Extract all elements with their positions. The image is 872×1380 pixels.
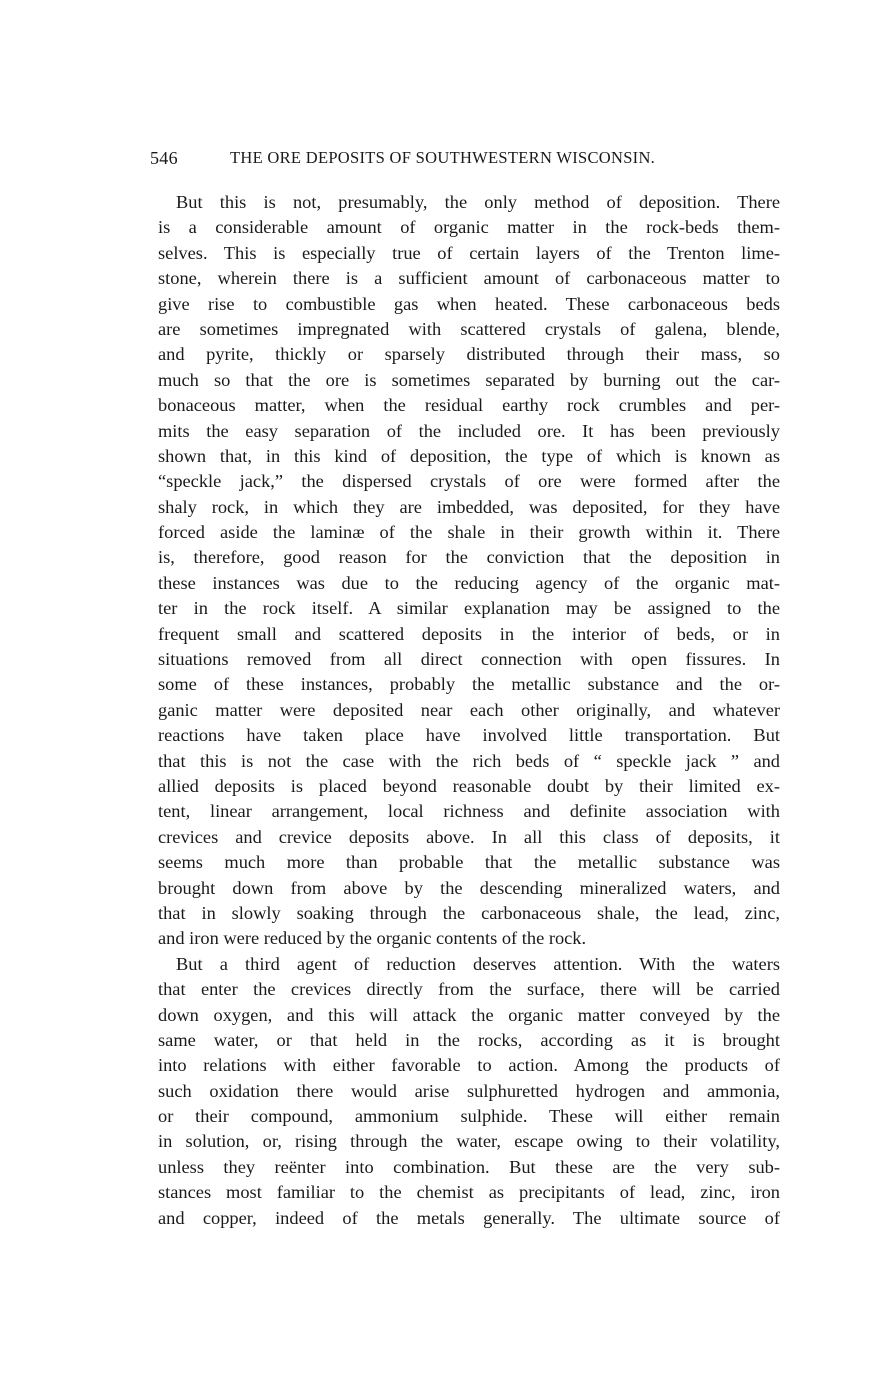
text-line: give rise to combustible gas when heated. These carbonaceous beds [158,293,780,314]
text-line: and copper, indeed of the metals generally. The ultimate source of [158,1207,780,1228]
text-line: or their compound, ammonium sulphide. These will either remain [158,1106,780,1127]
text-line: some of these instances, probably the metallic substance and the or- [158,674,780,695]
page-number: 546 [150,148,178,168]
text-line: “speckle jack,” the dispersed crystals of ore were formed after the [158,471,780,492]
text-line: into relations with either favorable to action. Among the products of [158,1055,780,1076]
paragraph [158,952,780,1231]
text-line: that this is not the case with the rich beds of “ speckle jack ” and [158,750,780,771]
text-line: But this is not, presumably, the only method of deposition. There [176,192,780,212]
text-line: shown that, in this kind of deposition, the type of which is known as [158,445,780,466]
text-line: ganic matter were deposited near each other originally, and whatever [158,699,780,720]
body-text [158,190,780,1231]
text-line: down oxygen, and this will attack the organic matter conveyed by the [158,1004,780,1025]
text-line: that enter the crevices directly from the surface, there will be carried [158,979,780,1000]
text-line: bonaceous matter, when the residual earthy rock crumbles and per- [158,395,780,416]
text-line: allied deposits is placed beyond reasonable doubt by their limited ex- [158,775,780,796]
text-line: selves. This is especially true of certain layers of the Trenton lime- [158,242,780,263]
text-line: frequent small and scattered deposits in the interior of beds, or in [158,623,780,644]
text-line: stances most familiar to the chemist as precipitants of lead, zinc, iron [158,1182,780,1203]
text-line: such oxidation there would arise sulphuretted hydrogen and ammonia, [158,1080,780,1101]
text-line: unless they reënter into combination. But these are the very sub- [158,1156,780,1177]
text-line: mits the easy separation of the included ore. It has been previously [158,420,780,441]
text-line: forced aside the laminæ of the shale in their growth within it. There [158,522,780,543]
text-line: are sometimes impregnated with scattered crystals of galena, blende, [158,318,780,339]
paragraph [158,190,780,952]
text-line: ter in the rock itself. A similar explanation may be assigned to the [158,598,780,619]
text-line: But a third agent of reduction deserves attention. With the waters [176,953,780,974]
text-line: brought down from above by the descending mineralized waters, and [158,877,780,898]
text-line: and pyrite, thickly or sparsely distributed through their mass, so [158,344,780,365]
text-line: seems much more than probable that the metallic substance was [158,852,780,873]
text-line: is a considerable amount of organic matter in the rock-beds them- [158,217,780,238]
text-line: and iron were reduced by the organic contents of the rock. [158,928,587,949]
text-line: is, therefore, good reason for the conviction that the deposition in [158,547,780,568]
text-line: tent, linear arrangement, local richness and definite association with [158,801,780,822]
text-line: in solution, or, rising through the water, escape owing to their volatility, [158,1131,780,1152]
text-line: these instances was due to the reducing agency of the organic mat- [158,572,780,593]
text-line: situations removed from all direct connection with open fissures. In [158,649,780,670]
running-head [150,148,790,174]
running-title: THE ORE DEPOSITS OF SOUTHWESTERN WISCONSIN. [230,148,656,167]
text-line: that in slowly soaking through the carbonaceous shale, the lead, zinc, [158,902,780,923]
text-line: same water, or that held in the rocks, according as it is brought [158,1029,780,1050]
text-line: shaly rock, in which they are imbedded, was deposited, for they have [158,496,780,517]
text-line: stone, wherein there is a sufficient amount of carbonaceous matter to [158,268,780,289]
text-line: much so that the ore is sometimes separated by burning out the car- [158,369,780,390]
text-line: reactions have taken place have involved little transportation. But [158,725,780,746]
text-line: crevices and crevice deposits above. In all this class of deposits, it [158,826,780,847]
